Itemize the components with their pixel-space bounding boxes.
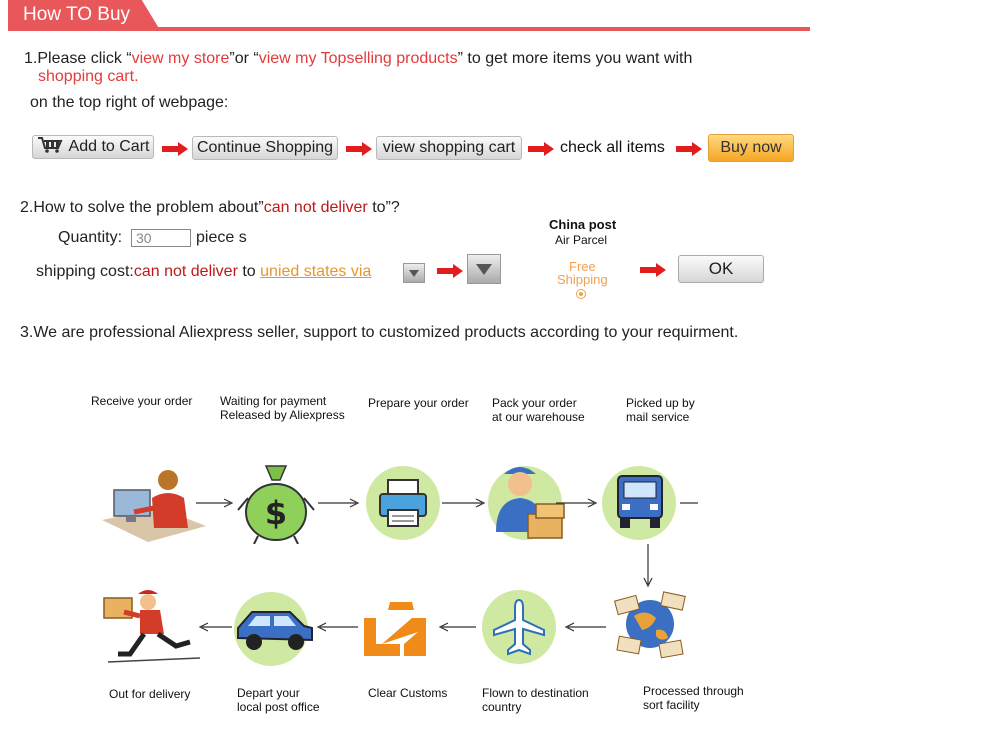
step1-line3: on the top right of webpage: <box>30 94 229 111</box>
svg-text:$: $ <box>264 494 288 532</box>
arrow-right-icon <box>162 142 188 156</box>
caption-line: Flown to destination <box>482 686 589 700</box>
delivery-man-icon <box>100 588 210 666</box>
arrow-right-icon <box>640 263 666 277</box>
computer-user-icon <box>100 462 208 548</box>
caption-pack-order <box>492 396 585 424</box>
arrow-left-icon <box>562 622 606 632</box>
continue-shopping-button[interactable]: Continue Shopping <box>192 136 338 160</box>
shipping-to-text: to <box>237 263 261 280</box>
caption-line: at our warehouse <box>492 410 585 424</box>
shipping-country-link[interactable]: unied states via <box>260 263 372 280</box>
air-parcel-label: Air Parcel <box>555 233 608 247</box>
step1-text-b: ”or “ <box>229 50 259 67</box>
page-title: How TO Buy <box>23 4 131 25</box>
customs-icon <box>360 598 430 660</box>
china-post-label: China post <box>549 217 617 232</box>
caption-flown-destination <box>482 686 589 714</box>
arrow-right-icon <box>676 142 702 156</box>
arrow-down-icon <box>643 544 653 590</box>
dropdown-button[interactable] <box>467 254 501 284</box>
caption-waiting-payment <box>220 394 345 422</box>
caption-out-for-delivery <box>109 687 190 701</box>
view-topselling-link[interactable]: view my Topselling products <box>258 50 458 67</box>
caption-depart-post-office <box>237 686 320 714</box>
buy-now-button[interactable]: Buy now <box>708 134 794 162</box>
arrow-left-icon <box>314 622 358 632</box>
caption-line: Waiting for payment <box>220 394 327 408</box>
check-all-items-text: check all items <box>560 139 665 156</box>
caption-line: country <box>482 700 522 714</box>
step3-text: 3.We are professional Aliexpress seller, support to customized products according to your requirment. <box>20 324 739 341</box>
arrow-right-icon <box>437 264 463 278</box>
shipping-cost-label: shipping cost: <box>36 263 134 280</box>
add-to-cart-button[interactable] <box>32 135 154 159</box>
printer-icon <box>374 474 432 532</box>
arrow-right-icon <box>556 498 600 508</box>
shipping-label: Shipping <box>557 272 608 287</box>
caption-line: sort facility <box>643 698 700 712</box>
arrow-right-icon <box>196 498 236 508</box>
shipping-can-not-deliver: can not deliver <box>133 263 238 280</box>
step1-text-c: ” to get more items you want with <box>457 50 693 67</box>
caption-line: Picked up by <box>626 396 695 410</box>
caption-prepare-order <box>368 396 469 410</box>
step2-heading <box>20 199 400 217</box>
shopping-cart-link[interactable]: shopping cart. <box>38 68 139 85</box>
car-icon <box>234 604 316 654</box>
shipping-cost-line <box>36 263 371 281</box>
arrow-right-icon <box>318 498 362 508</box>
ok-button[interactable]: OK <box>678 255 764 283</box>
step2-text-a: 2.How to solve the problem about” <box>20 199 264 216</box>
view-shopping-cart-button[interactable]: view shopping cart <box>376 136 522 160</box>
free-label: Free <box>569 259 596 274</box>
chevron-down-icon <box>468 255 500 283</box>
shipping-radio[interactable] <box>576 289 586 299</box>
globe-mail-icon <box>612 590 688 660</box>
header-divider <box>8 27 810 31</box>
step1-text-a: 1.Please click “ <box>24 50 132 67</box>
cart-icon <box>37 136 63 159</box>
caption-line: Prepare your order <box>368 396 469 410</box>
arrow-right-icon <box>442 498 488 508</box>
arrow-left-icon <box>436 622 476 632</box>
caption-sort-facility <box>643 684 744 712</box>
step2-text-b: to”? <box>367 199 400 216</box>
caption-receive-order <box>91 394 192 408</box>
piece-label: piece s <box>196 229 247 246</box>
add-to-cart-label: Add to Cart <box>68 138 150 155</box>
quantity-input[interactable]: 30 <box>131 229 191 247</box>
quantity-label: Quantity: <box>58 229 123 246</box>
caption-line: Released by Aliexpress <box>220 408 345 422</box>
caption-line: Depart your <box>237 686 300 700</box>
caption-line: local post office <box>237 700 320 714</box>
truck-icon <box>612 472 668 534</box>
step1-line1 <box>24 50 692 68</box>
money-bag-icon <box>236 458 316 544</box>
arrow-right-icon <box>346 142 372 156</box>
arrow-right-icon <box>528 142 554 156</box>
step2-can-not-deliver: can not deliver <box>263 199 368 216</box>
view-store-link[interactable]: view my store <box>131 50 230 67</box>
caption-line: Out for delivery <box>109 687 191 701</box>
shipping-select-button[interactable] <box>403 263 425 283</box>
caption-clear-customs <box>368 686 447 700</box>
caption-picked-up <box>626 396 695 424</box>
caption-line: Pack your order <box>492 396 577 410</box>
caption-line: Processed through <box>643 684 744 698</box>
airplane-icon <box>492 598 546 656</box>
caption-line: Clear Customs <box>368 686 448 700</box>
caption-line: mail service <box>626 410 690 424</box>
arrow-stub-icon <box>680 498 700 508</box>
caption-line: Receive your order <box>91 394 193 408</box>
chevron-down-icon <box>404 264 424 282</box>
